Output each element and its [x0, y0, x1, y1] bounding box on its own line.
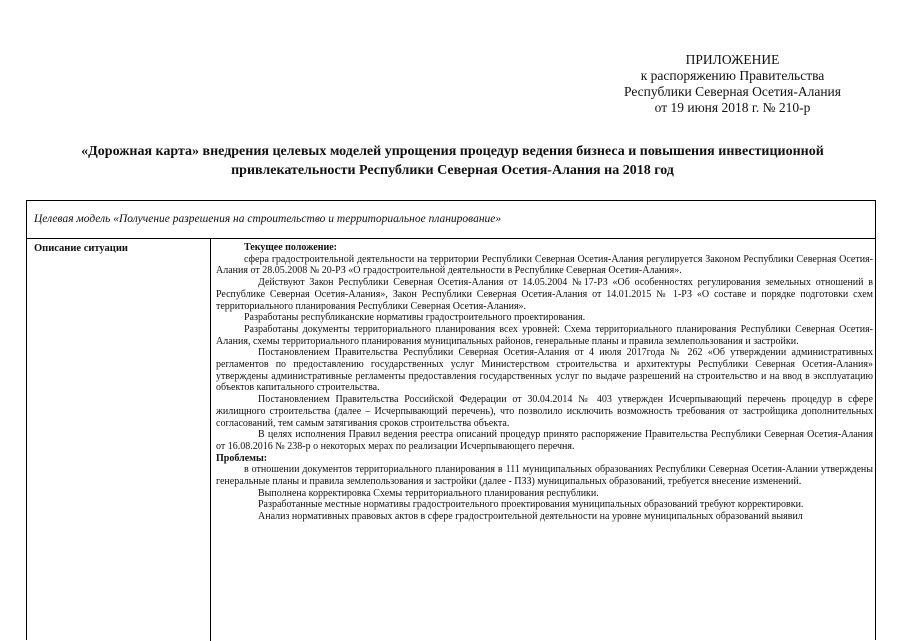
- problem-paragraph: в отношении документов территориального планирования в 111 муниципальных образованиях Республики Северная Осетия-Алании утверждены генеральные планы и правила землепользования и застройки (далее - ПЗЗ) муниципальных образований, требуется внесение изменений.: [216, 464, 873, 488]
- appendix-republic-line: Республики Северная Осетия-Алания: [624, 84, 841, 99]
- problem-paragraph: Анализ нормативных правовых актов в сфере градостроительной деятельности на уровне муниципальных образований выявил: [258, 511, 803, 523]
- appendix-header: [560, 52, 905, 116]
- problem-paragraph: Выполнена корректировка Схемы территориального планирования республики.: [258, 487, 599, 499]
- appendix-order-line: к распоряжению Правительства: [640, 68, 825, 83]
- document-title-line-2: привлекательности Республики Северная Осетия-Алания на 2018 год: [231, 163, 674, 178]
- problems-heading: Проблемы:: [216, 452, 268, 464]
- document-title: [0, 142, 905, 180]
- current-state-paragraph: сфера градостроительной деятельности на территории Республики Северная Осетия-Алания регулируется Законом Республики Северная Осетия-Алания от 28.05.2008 № 20-РЗ «О градостроительной деятельности в Республике Северная Осетия-Алания».: [216, 253, 873, 277]
- problem-paragraph: Разработанные местные нормативы градостроительного проектирования муниципальных образований требуют корректировки.: [258, 499, 804, 511]
- situation-label: Описание ситуации: [34, 243, 128, 254]
- document-title-line-1: «Дорожная карта» внедрения целевых моделей упрощения процедур ведения бизнеса и повышения инвестиционной: [81, 144, 824, 159]
- current-state-paragraph: В целях исполнения Правил ведения реестра описаний процедур принято распоряжение Правительства Республики Северная Осетия-Алания от 16.08.2016 № 238-р о некоторых мерах по реализации Исчерпывающего перечня.: [216, 429, 873, 452]
- appendix-date-number: от 19 июня 2018 г. № 210-р: [654, 100, 811, 115]
- current-state-heading: Текущее положение:: [244, 242, 338, 253]
- situation-label-cell: [27, 239, 211, 641]
- current-state-paragraph: Разработаны республиканские нормативы градостроительного проектирования.: [244, 312, 586, 324]
- current-state-paragraph: Постановлением Правительства Республики Северная Осетия-Алания от 4 июля 2017года № 262 «Об утверждении административных регламентов по предоставлению государственных услуг Министерством строительства и архитектуры Республики Северная Осетия-Алания» утверждены административные регламенты предоставления государственных услуг по выдаче разрешений на строительство и на ввод в эксплуатацию объектов капитального строительства.: [216, 347, 873, 394]
- current-state-paragraph: Разработаны документы территориального планирования всех уровней: Схема территориального планирования Республики Северная Осетия-Алания, схемы территориального планирования муниципальных районов, генеральные планы и правила землепользования и застройки.: [216, 323, 873, 347]
- target-model-title: Целевая модель «Получение разрешения на строительство и территориальное планирование»: [34, 213, 502, 225]
- appendix-label: ПРИЛОЖЕНИЕ: [685, 52, 780, 67]
- situation-description-cell: [216, 242, 873, 523]
- current-state-paragraph: Постановлением Правительства Российской Федерации от 30.04.2014 № 403 утвержден Исчерпывающий перечень процедур в сфере жилищного строительства (далее – Исчерпывающий перечень), что позволило исключить возможность требования от застройщика дополнительных согласований, тем самым затягивания сроков строительства объекта.: [216, 394, 873, 429]
- target-model-row: [27, 201, 875, 239]
- current-state-paragraph: Действуют Закон Республики Северная Осетия-Алания от 14.05.2004 №17-РЗ «Об особенностях регулирования земельных отношений в Республике Северная Осетия-Алания», Закон Республики Северная Осетия-Алания от 14.01.2015 № 1-РЗ «О составе и порядке подготовки схем территориального планирования Республики Северная Осетия-Алания».: [216, 277, 873, 312]
